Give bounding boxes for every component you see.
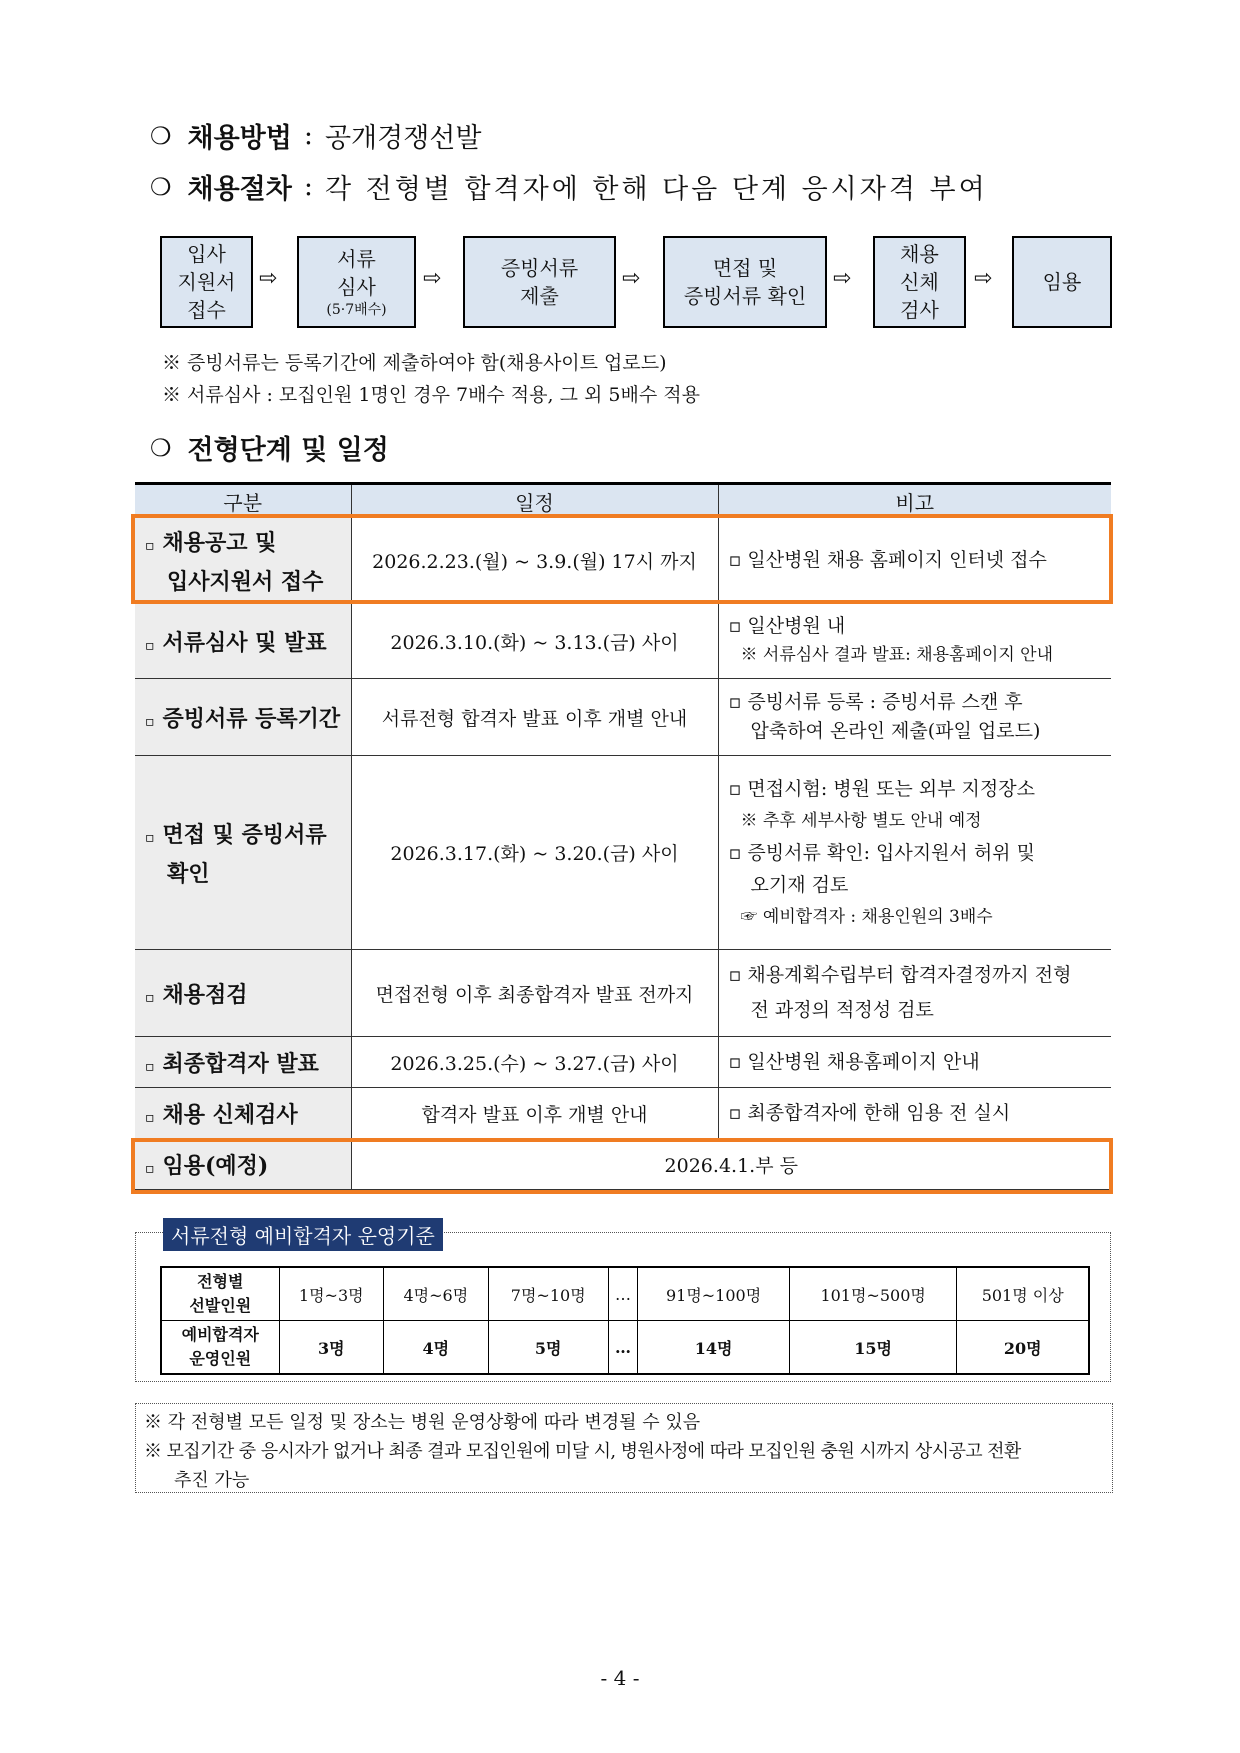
- remark-subnote: ※ 서류심사 결과 발표: 채용홈페이지 안내: [740, 645, 1053, 665]
- remark-line: 전 과정의 적정성 검토: [750, 999, 934, 1021]
- table-row: [135, 679, 1111, 756]
- flow-step-line: 신체: [900, 270, 939, 294]
- count-cell: …: [608, 1321, 637, 1375]
- stage-label-continued: 확인: [167, 860, 210, 887]
- flow-step-line: 면접 및: [712, 256, 778, 280]
- flow-step-interview: [663, 236, 827, 328]
- stage-label: 채용공고 및: [162, 529, 277, 556]
- square-bullet-icon: ▫: [145, 637, 155, 654]
- date-cell: 2026.3.25.(수) ~ 3.27.(금) 사이: [351, 1037, 718, 1088]
- square-bullet-icon: ▫: [145, 1109, 155, 1126]
- section-text: 각 전형별 합격자에 한해 다음 단계 응시자격 부여: [324, 174, 988, 205]
- section-label: 채용절차: [187, 174, 292, 205]
- remark-cell: [718, 518, 1111, 604]
- flow-step-line: 채용: [900, 242, 939, 266]
- page-number: - 4 -: [600, 1666, 640, 1690]
- square-bullet-icon: ▫: [145, 829, 155, 846]
- remark-line: ▫ 일산병원 내: [728, 615, 846, 637]
- count-cell: 15명: [789, 1321, 956, 1375]
- flow-step-document-review: [297, 236, 416, 328]
- range-cell: 1명~3명: [279, 1267, 384, 1321]
- flow-step-line: 증빙서류: [500, 256, 579, 280]
- range-cell: 91명~100명: [638, 1267, 790, 1321]
- square-bullet-icon: ▫: [145, 713, 155, 730]
- date-cell: 2026.2.23.(월) ~ 3.9.(월) 17시 까지: [351, 518, 718, 604]
- flow-step-line: 접수: [187, 298, 226, 322]
- date-cell: 2026.3.17.(화) ~ 3.20.(금) 사이: [351, 756, 718, 950]
- remark-line: 오기재 검토: [750, 873, 849, 896]
- flow-step-line: 임용: [1042, 270, 1082, 294]
- square-bullet-icon: ▫: [145, 989, 155, 1006]
- range-cell: 7명~10명: [488, 1267, 608, 1321]
- section-schedule: [150, 428, 389, 467]
- stage-label: 서류심사 및 발표: [162, 629, 327, 656]
- flow-step-line: 검사: [900, 298, 939, 322]
- stage-label: 최종합격자 발표: [162, 1050, 319, 1077]
- flow-step-application: [160, 236, 253, 328]
- date-cell: 2026.3.10.(화) ~ 3.13.(금) 사이: [351, 604, 718, 679]
- section-label: 채용방법: [187, 123, 292, 154]
- remark-cell: [718, 1037, 1111, 1088]
- note-documents: ※ 증빙서류는 등록기간에 제출하여야 함(채용사이트 업로드): [162, 352, 667, 374]
- date-cell: 서류전형 합격자 발표 이후 개별 안내: [351, 679, 718, 756]
- section-separator: :: [303, 171, 313, 202]
- date-cell: 면접전형 이후 최종합격자 발표 전까지: [351, 950, 718, 1037]
- count-cell: 4명: [384, 1321, 489, 1375]
- remark-line: ▫ 증빙서류 등록 : 증빙서류 스캔 후: [728, 691, 1023, 713]
- row-header-line: 예비합격자: [181, 1325, 259, 1344]
- flow-step-line: 지원서: [177, 270, 236, 294]
- row-header-reserve: [161, 1321, 279, 1375]
- stage-cell: [135, 1088, 351, 1139]
- flow-step-line: 증빙서류 확인: [683, 284, 807, 308]
- remark-line: ▫ 일산병원 채용 홈페이지 인터넷 접수: [728, 549, 1047, 571]
- arrow-right-icon: ⇨: [423, 266, 442, 291]
- table-row: [161, 1321, 1089, 1375]
- range-cell: …: [608, 1267, 637, 1321]
- note-review: ※ 서류심사 : 모집인원 1명인 경우 7배수 적용, 그 외 5배수 적용: [162, 384, 700, 406]
- flow-step-line: 심사: [337, 275, 376, 299]
- section-separator: :: [303, 120, 313, 151]
- table-row: [135, 1139, 1111, 1190]
- reserve-table: [160, 1266, 1090, 1375]
- section-text: 공개경쟁선발: [324, 123, 482, 154]
- flow-step-line: 제출: [520, 284, 559, 308]
- flow-step-appointment: [1012, 236, 1112, 328]
- stage-cell: [135, 1139, 351, 1190]
- column-header-schedule: 일정: [351, 484, 718, 518]
- row-header-line: 선발인원: [189, 1296, 252, 1315]
- date-cell: 합격자 발표 이후 개별 안내: [351, 1088, 718, 1139]
- square-bullet-icon: ▫: [145, 1160, 155, 1177]
- remark-cell: [718, 679, 1111, 756]
- stage-label: 채용점검: [162, 981, 248, 1008]
- remark-cell: [718, 604, 1111, 679]
- count-cell: 5명: [488, 1321, 608, 1375]
- stage-cell: [135, 756, 351, 950]
- remark-line: ▫ 일산병원 채용홈페이지 안내: [728, 1050, 980, 1073]
- flow-step-note: (5·7배수): [326, 302, 387, 318]
- footnote-line: 추진 가능: [174, 1470, 250, 1491]
- row-header-line: 전형별: [197, 1272, 244, 1291]
- stage-cell: [135, 950, 351, 1037]
- stage-cell: [135, 679, 351, 756]
- table-row: [135, 518, 1111, 604]
- footnote-box: [135, 1403, 1113, 1493]
- table-row: [161, 1267, 1089, 1321]
- remark-line: ▫ 최종합격자에 한해 임용 전 실시: [728, 1101, 1011, 1124]
- stage-label-continued: 입사지원서 접수: [167, 568, 324, 595]
- row-header-line: 운영인원: [189, 1349, 252, 1368]
- range-cell: 501명 이상: [957, 1267, 1089, 1321]
- stage-label: 채용 신체검사: [162, 1101, 298, 1128]
- stage-label: 증빙서류 등록기간: [162, 705, 341, 732]
- remark-line: ▫ 면접시험: 병원 또는 외부 지정장소: [728, 777, 1035, 800]
- reserve-title: 서류전형 예비합격자 운영기준: [163, 1218, 443, 1251]
- stage-label: 면접 및 증빙서류: [162, 821, 327, 848]
- table-row: [135, 756, 1111, 950]
- circle-bullet-icon: ❍: [150, 121, 172, 150]
- stage-line: [145, 526, 350, 557]
- section-label: 전형단계 및 일정: [187, 435, 389, 466]
- remark-pointer-note: ☞ 예비합격자 : 채용인원의 3배수: [740, 906, 993, 927]
- square-bullet-icon: ▫: [145, 1058, 155, 1075]
- stage-cell: [135, 604, 351, 679]
- remark-cell: [718, 756, 1111, 950]
- table-row: [135, 1037, 1111, 1088]
- stage-line: [145, 818, 350, 849]
- column-header-category: 구분: [135, 484, 351, 518]
- stage-label: 임용(예정): [162, 1152, 269, 1179]
- arrow-right-icon: ⇨: [622, 266, 641, 291]
- flow-step-line: 입사: [187, 242, 226, 266]
- arrow-right-icon: ⇨: [833, 266, 852, 291]
- stage-cell: [135, 518, 351, 604]
- arrow-right-icon: ⇨: [259, 266, 278, 291]
- table-row: [135, 950, 1111, 1037]
- date-cell: 2026.4.1.부 등: [351, 1139, 1111, 1190]
- section-recruit-procedure: [150, 167, 988, 206]
- arrow-right-icon: ⇨: [974, 266, 993, 291]
- flow-step-line: 서류: [337, 247, 376, 271]
- range-cell: 101명~500명: [789, 1267, 956, 1321]
- remark-cell: [718, 1088, 1111, 1139]
- flow-step-health-check: [873, 236, 966, 328]
- stage-cell: [135, 1037, 351, 1088]
- remark-subnote: ※ 추후 세부사항 별도 안내 예정: [740, 810, 982, 831]
- remark-line: ▫ 채용계획수립부터 합격자결정까지 전형: [728, 964, 1072, 986]
- table-row: [135, 1088, 1111, 1139]
- remark-cell: [718, 950, 1111, 1037]
- count-cell: 3명: [279, 1321, 384, 1375]
- footnote-line: ※ 각 전형별 모든 일정 및 장소는 병원 운영상황에 따라 변경될 수 있음: [144, 1412, 701, 1433]
- schedule-table: [135, 482, 1111, 1190]
- section-recruit-method: [150, 116, 481, 155]
- circle-bullet-icon: ❍: [150, 172, 172, 201]
- row-header-selection: [161, 1267, 279, 1321]
- range-cell: 4명~6명: [384, 1267, 489, 1321]
- remark-line: 압축하여 온라인 제출(파일 업로드): [750, 720, 1041, 742]
- table-header-row: [135, 484, 1111, 518]
- count-cell: 20명: [957, 1321, 1089, 1375]
- square-bullet-icon: ▫: [145, 537, 155, 554]
- column-header-remarks: 비고: [718, 484, 1111, 518]
- footnote-line: ※ 모집기간 중 응시자가 없거나 최종 결과 모집인원에 미달 시, 병원사정에 따라 모집인원 충원 시까지 상시공고 전환: [144, 1441, 1021, 1462]
- count-cell: 14명: [638, 1321, 790, 1375]
- flow-step-submit-documents: [463, 236, 616, 328]
- table-row: [135, 604, 1111, 679]
- remark-line: ▫ 증빙서류 확인: 입사지원서 허위 및: [728, 841, 1035, 864]
- circle-bullet-icon: ❍: [150, 433, 172, 462]
